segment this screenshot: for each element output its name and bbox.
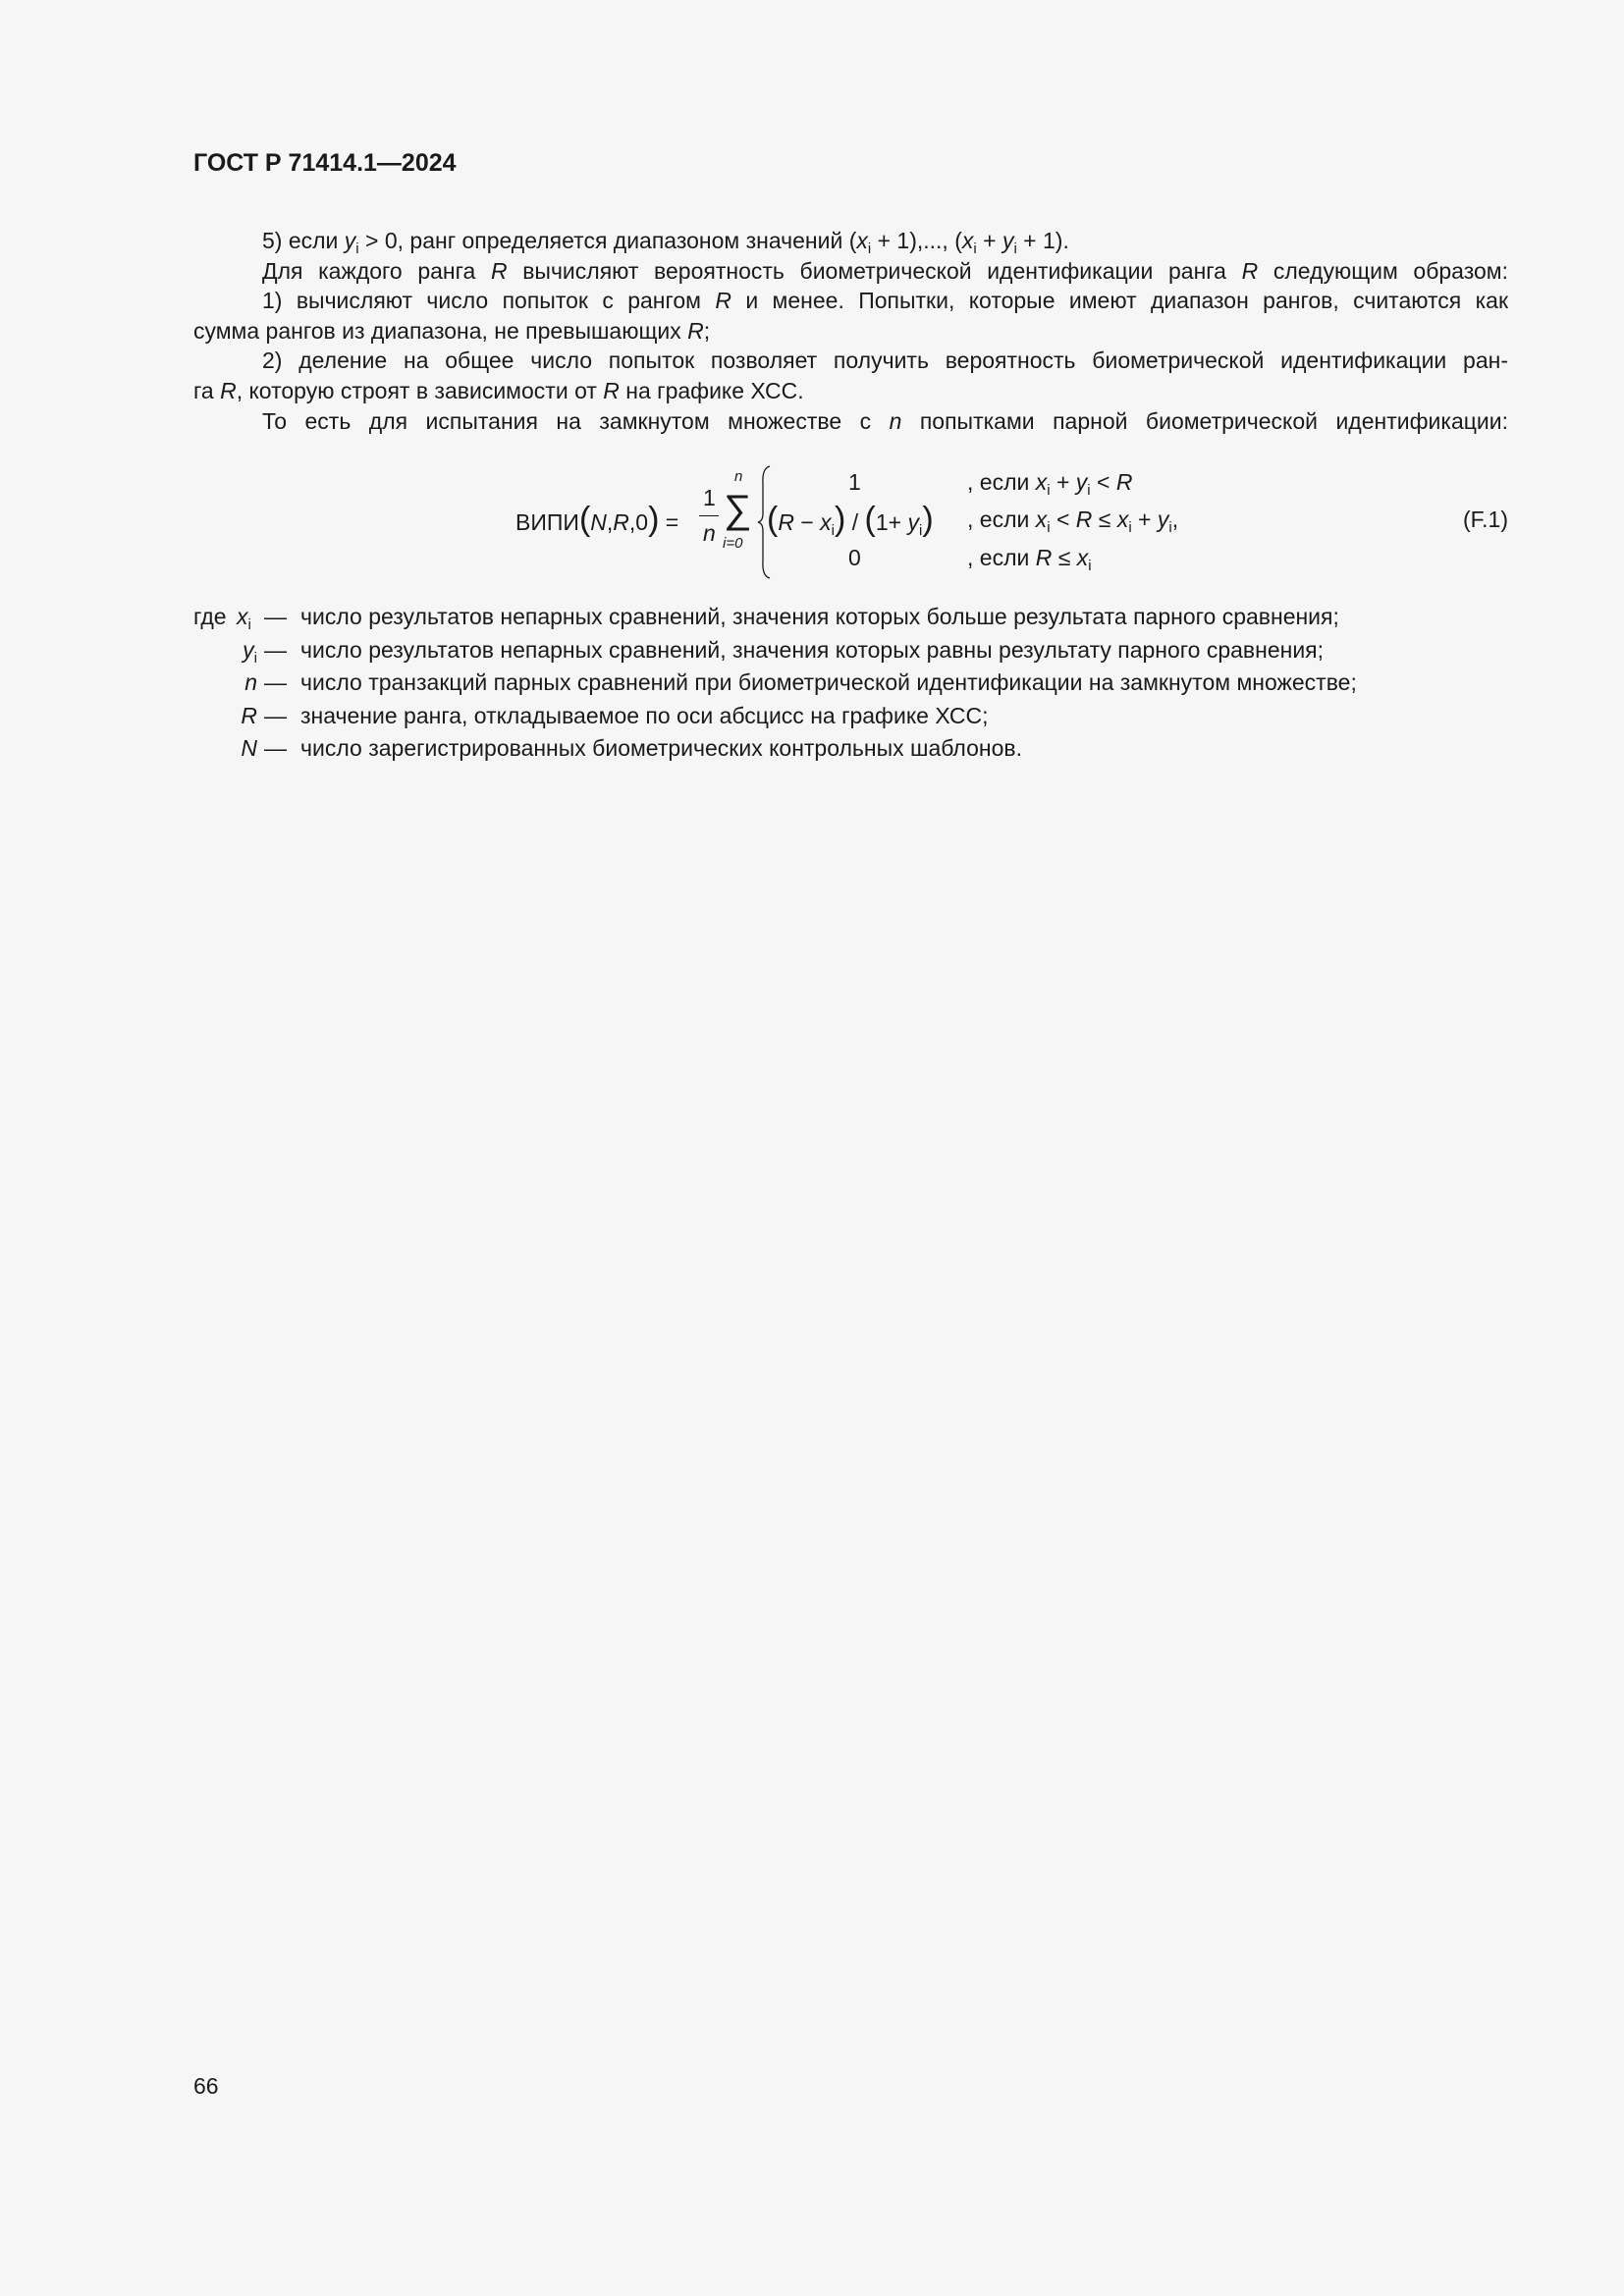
fraction-numerator: 1 (703, 485, 716, 510)
definitions-list (193, 601, 1508, 766)
definition-text: число зарегистрированных биометрических контрольных шаблонов. (300, 735, 1022, 761)
definition-text: число результатов непарных сравнений, значения которых больше результата парного сравнения; (300, 604, 1339, 629)
text-segment: i (867, 240, 872, 257)
text-segment: R (687, 317, 704, 344)
definition-item (193, 601, 1508, 634)
text-line (193, 316, 1508, 347)
text-segment: сумма рангов из диапазона, не превышающих (193, 317, 688, 344)
sum-icon: ∑ (724, 488, 752, 531)
text-segment: + 1). (1016, 228, 1069, 253)
text-segment: га (193, 377, 221, 403)
definition-symbol: n (244, 669, 257, 695)
definition-item (193, 667, 1508, 700)
body-text (193, 226, 1508, 436)
text-segment: 5) если (262, 228, 345, 253)
text-segment: x (856, 228, 868, 253)
text-segment: вычисляют вероятность биометрической идентификации ранга (507, 257, 1242, 284)
text-segment: x (961, 228, 974, 253)
document-header: ГОСТ Р 71414.1—2024 (193, 149, 457, 177)
text-segment: > 0, ранг определяется диапазоном значений ( (358, 228, 857, 253)
text-line (193, 286, 1508, 316)
text-segment: i (1013, 240, 1017, 257)
text-segment: попытками парной биометрической идентификации: (901, 407, 1508, 434)
text-segment: R (1241, 257, 1259, 284)
text-segment: R (603, 377, 620, 403)
text-segment: То есть для испытания на замкнутом множестве с (262, 407, 890, 434)
definition-dash: — (264, 669, 287, 695)
definition-symbol: $y_i$ (243, 636, 257, 667)
text-segment: ; (703, 317, 711, 344)
case2-value: $(R - x_i) / (1+ y_i)$ (767, 501, 934, 539)
definition-dash: — (264, 604, 287, 629)
text-line (193, 376, 1508, 406)
definition-text: значение ранга, откладываемое по оси абсцисс на графике ХСС; (300, 702, 989, 728)
text-line (193, 346, 1508, 376)
definition-text: число результатов непарных сравнений, значения которых равны результату парного сравнения; (300, 636, 1325, 663)
text-segment: на графике ХСС. (619, 377, 804, 403)
definition-item (193, 634, 1508, 667)
text-segment: i (355, 240, 359, 257)
text-segment: 1) вычисляют число попыток с рангом (262, 288, 716, 314)
text-segment: + (976, 228, 1002, 253)
sum-upper: n (734, 468, 743, 485)
definition-text: число транзакций парных сравнений при биометрической идентификации на замкнутом множестве; (300, 669, 1357, 695)
text-segment: следующим образом: (1258, 257, 1508, 284)
page-number: 66 (193, 2073, 219, 2099)
text-segment: 2) деление на общее число попыток позволяет получить вероятность биометрической идентификации ран- (262, 347, 1508, 374)
sum-lower: i=0 (723, 535, 743, 552)
case3-value: 0 (848, 545, 861, 570)
definitions-intro: где (193, 604, 227, 629)
text-line (193, 256, 1508, 287)
definition-item (193, 700, 1508, 733)
text-segment: y (1001, 228, 1014, 253)
text-segment: , которую строят в зависимости от (236, 377, 604, 403)
definition-symbol: N (241, 735, 257, 761)
definition-dash: — (264, 702, 287, 728)
definition-symbol: R (241, 702, 257, 728)
case2-condition: , если $x_i < R \le x_i + y_i$, (967, 507, 1179, 536)
case3-condition: , если $R \le x_i$ (967, 545, 1092, 574)
definition-symbol: $x_i$ (237, 604, 251, 633)
fraction-bar (699, 515, 719, 516)
text-segment: + 1),..., ( (871, 228, 962, 253)
definition-item (193, 732, 1508, 766)
text-segment: и менее. Попытки, которые имеют диапазон рангов, считаются как (731, 288, 1508, 314)
text-line (193, 226, 1508, 256)
definition-dash: — (264, 636, 287, 663)
formula-lhs: ВИПИ(N,R,0) = (515, 501, 679, 538)
text-segment: y (344, 228, 356, 253)
equation-number: (F.1) (1463, 507, 1508, 532)
fraction-denominator: n (703, 520, 716, 546)
text-segment: Для каждого ранга (262, 257, 491, 284)
text-line (193, 406, 1508, 437)
definition-dash: — (264, 735, 287, 761)
case1-value: 1 (848, 469, 861, 495)
text-segment: R (490, 257, 508, 284)
text-segment: R (715, 288, 731, 314)
text-segment: R (220, 377, 237, 403)
case1-condition: , если $x_i + y_i < R$ (967, 469, 1133, 499)
formula-f1 (0, 456, 1624, 584)
text-segment: i (973, 240, 977, 257)
text-segment: n (889, 407, 902, 434)
